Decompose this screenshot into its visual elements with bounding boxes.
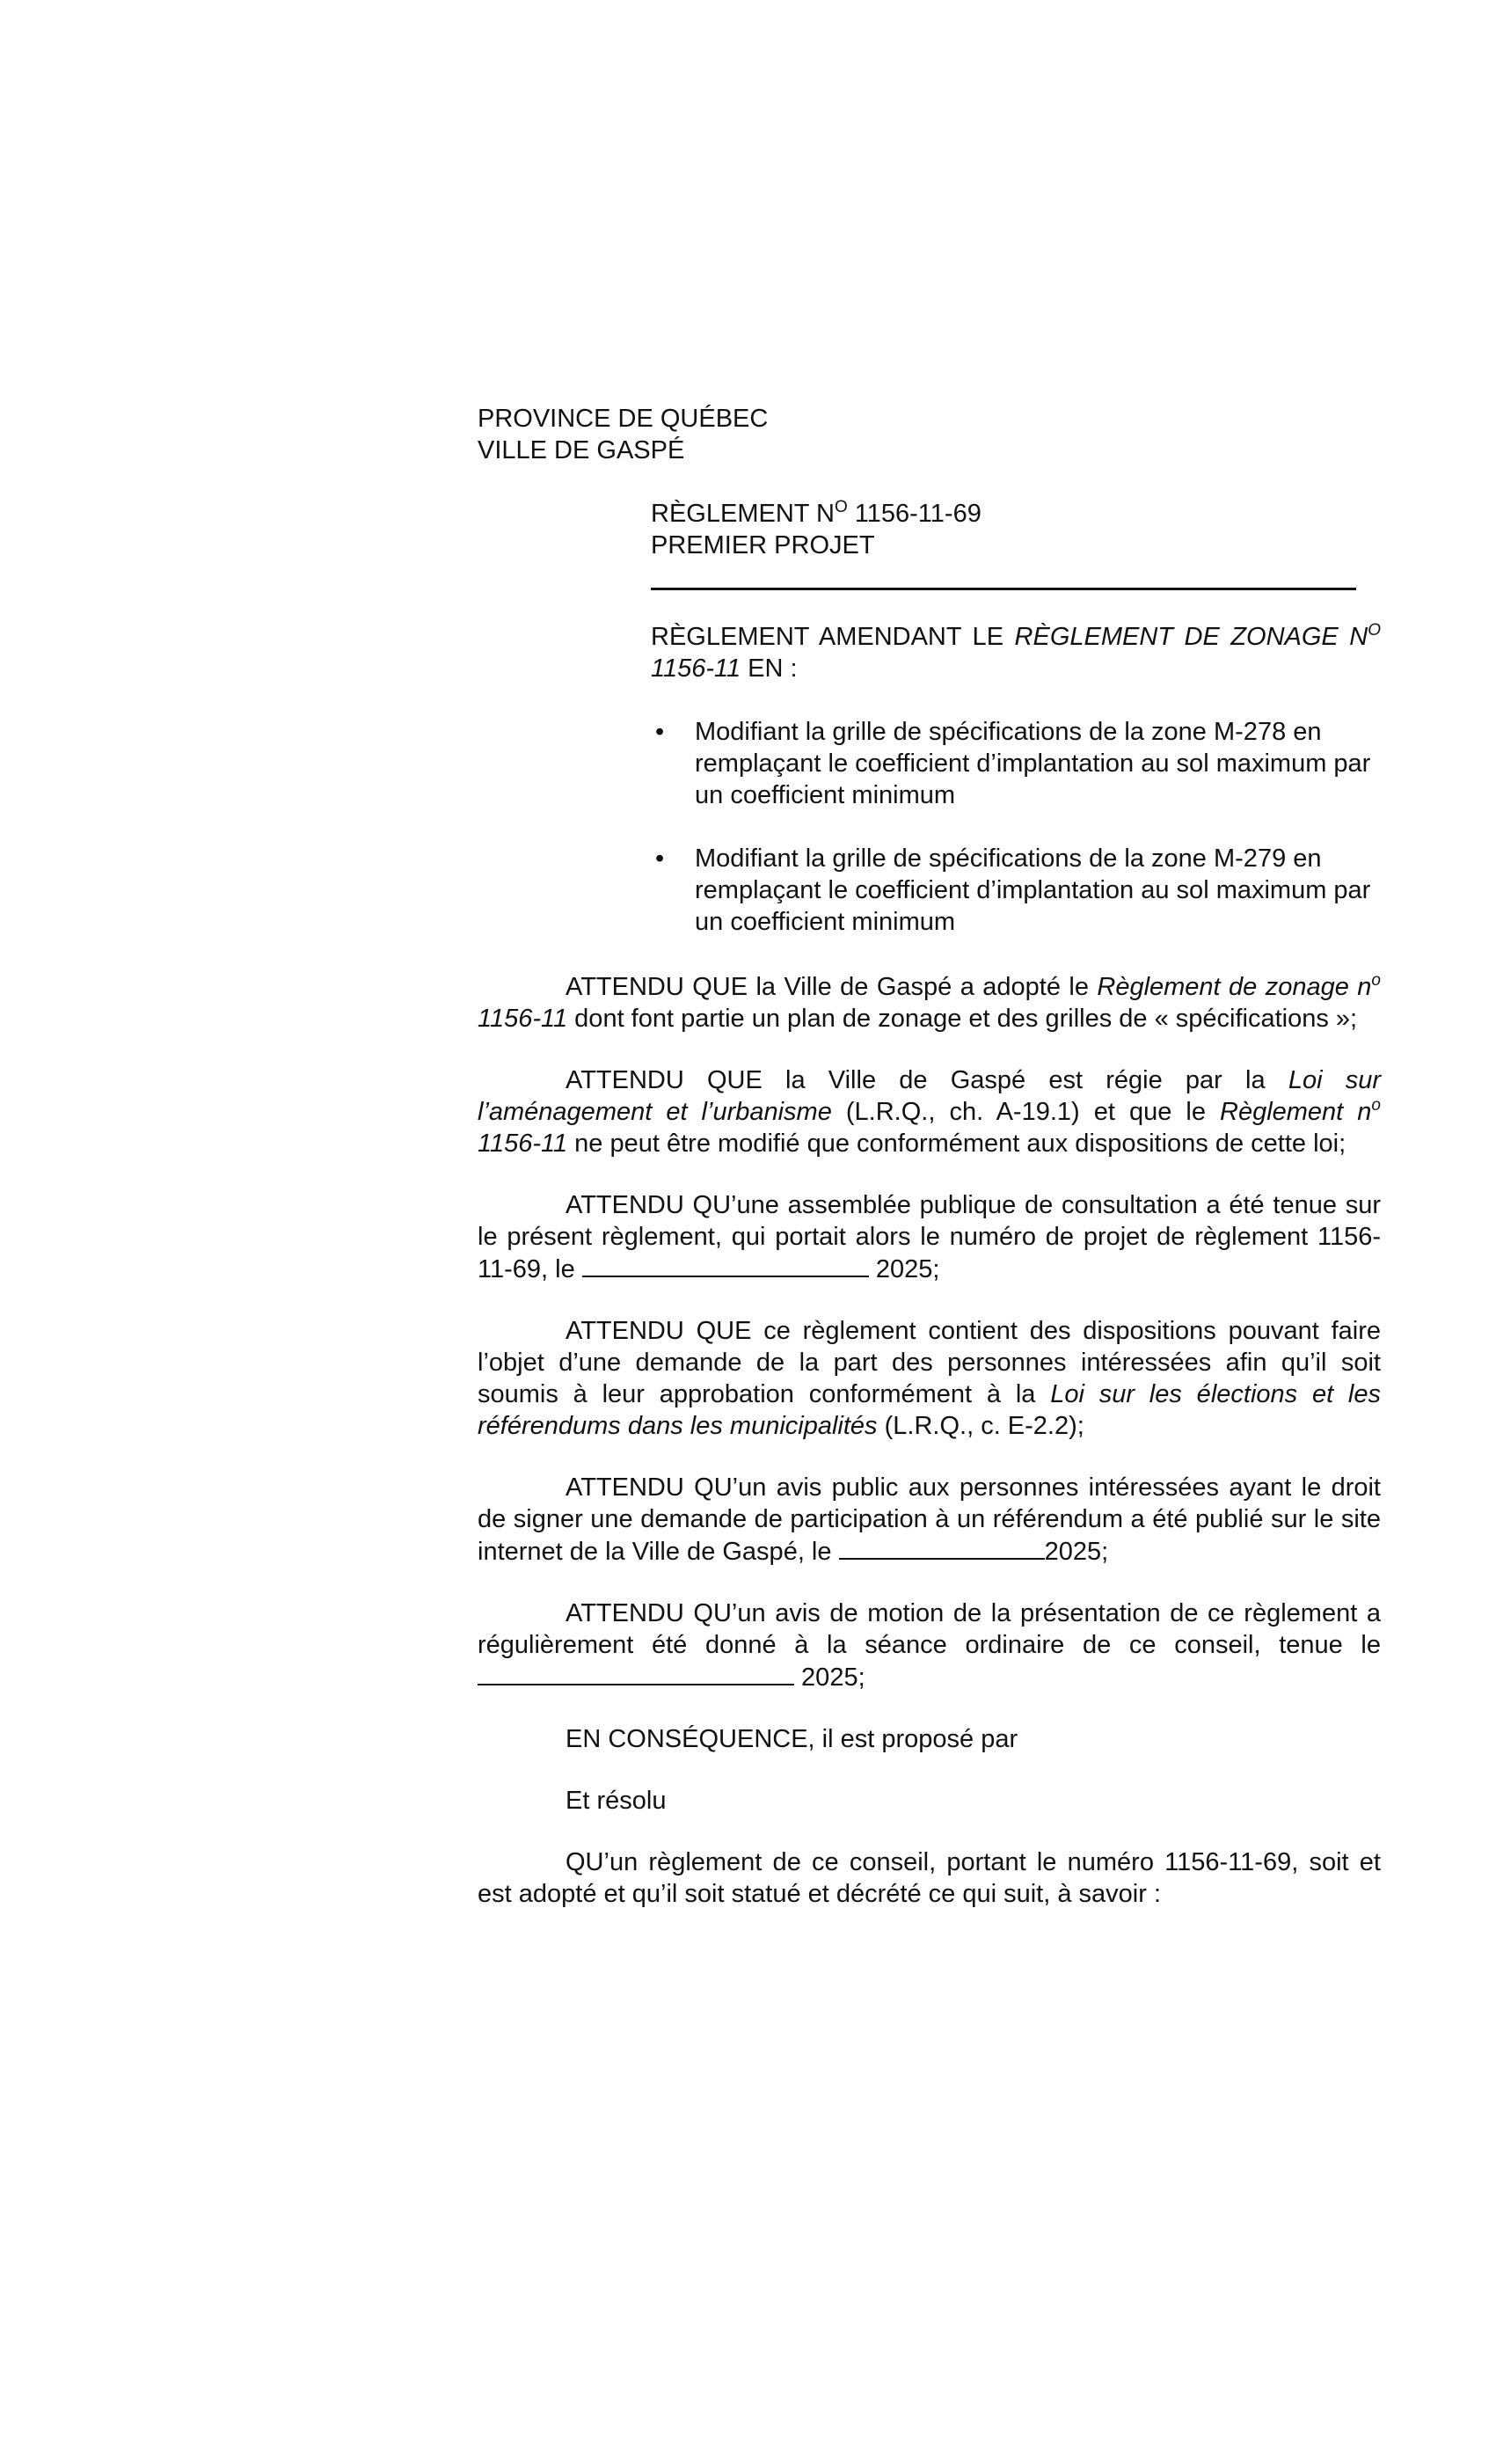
province-line: PROVINCE DE QUÉBEC bbox=[478, 405, 769, 433]
document-header bbox=[478, 403, 768, 466]
horizontal-rule bbox=[651, 588, 1356, 590]
blank-date-line bbox=[839, 1535, 1045, 1560]
list-item: • Modifiant la grille de spécifications de la zone M-279 en remplaçant le coefficient d’implantation au sol maximum par un coefficient minimum bbox=[655, 844, 1371, 936]
blank-date-line bbox=[478, 1661, 794, 1685]
paragraph-attendu-2: ATTENDU QUE la Ville de Gaspé est régie par la Loi sur l’aménagement et l’urbanisme (L.R.Q., ch. A-19.1) et que le Règlement $n^o$ 1156-11 ne peut être modifié que conformément aux dispositions de cette loi; bbox=[478, 1066, 1381, 1158]
reglement-number: RÈGLEMENT $N^O$ 1156-11-69 bbox=[651, 498, 982, 528]
paragraph-adoption: QU’un règlement de ce conseil, portant le numéro 1156-11-69, soit et est adopté et qu’il soit statué et décrété ce qui suit, à savoir : bbox=[478, 1848, 1381, 1908]
paragraph-attendu-5: ATTENDU QU’un avis public aux personnes intéressées ayant le droit de signer une demande de participation à un référendum a été publié sur le site internet de la Ville de Gaspé, le 2025; bbox=[478, 1473, 1381, 1566]
list-item: • Modifiant la grille de spécifications de la zone M-278 en remplaçant le coefficient d’implantation au sol maximum par un coefficient minimum bbox=[655, 718, 1371, 809]
blank-date-line bbox=[582, 1253, 869, 1277]
ville-line: VILLE DE GASPÉ bbox=[478, 436, 685, 464]
document-body bbox=[478, 971, 1381, 1940]
reglement-title: RÈGLEMENT AMENDANT LE RÈGLEMENT DE ZONAGE $N^O$ 1156-11 EN : bbox=[651, 621, 1382, 683]
reglement-block bbox=[651, 498, 982, 561]
projet-label: PREMIER PROJET bbox=[651, 531, 875, 559]
paragraph-attendu-4: ATTENDU QUE ce règlement contient des dispositions pouvant faire l’objet d’une demande de la part des personnes intéressées afin qu’il soit soumis à leur approbation conformément à la Loi sur les élections et les référendums dans les municipalités (L.R.Q., c. E-2.2); bbox=[478, 1317, 1382, 1440]
paragraph-attendu-3: ATTENDU QU’une assemblée publique de consultation a été tenue sur le présent règlement, qui portait alors le numéro de projet de règlement 1156-11-69, le 2025; bbox=[478, 1191, 1381, 1283]
paragraph-consequence: EN CONSÉQUENCE, il est proposé par bbox=[566, 1725, 1018, 1753]
bullet-icon: • bbox=[655, 718, 665, 746]
paragraph-attendu-6: ATTENDU QU’un avis de motion de la présentation de ce règlement a régulièrement été donné à la séance ordinaire de ce conseil, tenue le 2025; bbox=[478, 1599, 1381, 1692]
paragraph-attendu-1: ATTENDU QUE la Ville de Gaspé a adopté le Règlement de zonage $n^o$ 1156-11 dont font partie un plan de zonage et des grilles de « spécifications »; bbox=[478, 971, 1381, 1033]
bullet-list bbox=[651, 716, 1381, 969]
paragraph-resolu: Et résolu bbox=[566, 1787, 667, 1815]
bullet-icon: • bbox=[655, 844, 665, 873]
